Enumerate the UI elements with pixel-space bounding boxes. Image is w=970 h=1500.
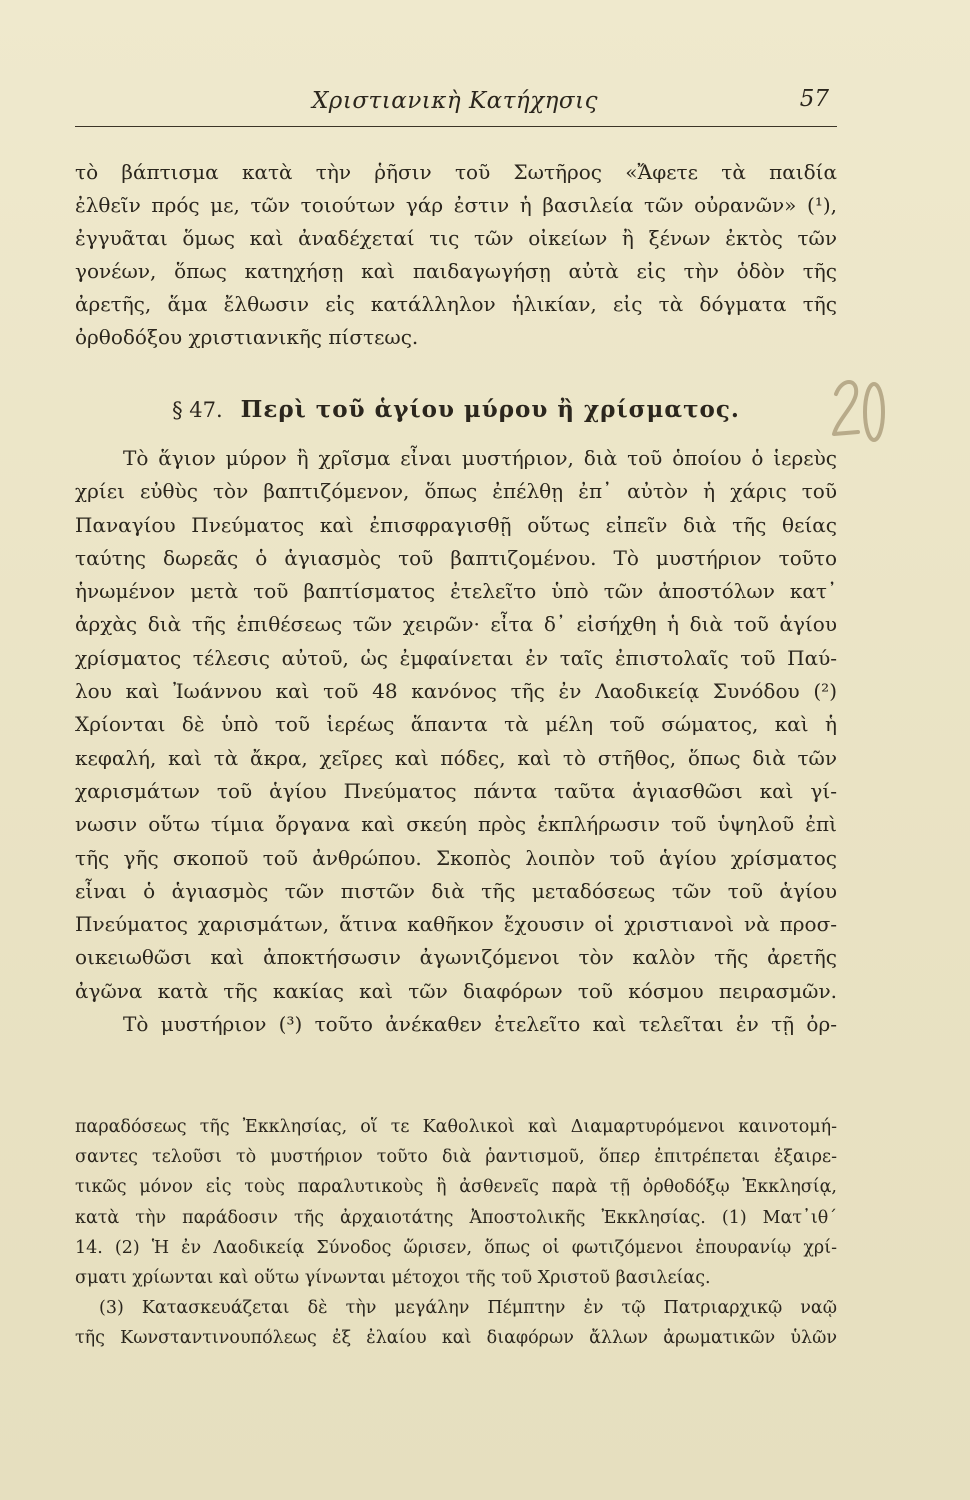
text-line: τῆς γῆς σκοποῦ τοῦ ἀνθρώπου. Σκοπὸς λοιπὸν τοῦ ἁγίου χρίσματος (75, 845, 837, 870)
footnote-line: (3) Κατασκευάζεται δὲ τὴν μεγάλην Πέμπτην ἐν τῷ Πατριαρχικῷ ναῷ (99, 1298, 837, 1319)
text-line: Πνεύματος χαρισμάτων, ἅτινα καθῆκον ἔχουσιν οἱ χριστιανοὶ νὰ προσ- (75, 912, 837, 937)
text-line: ἀγῶνα κατὰ τῆς κακίας καὶ τῶν διαφόρων τοῦ κόσμου πειρασμῶν. (75, 978, 837, 1003)
text-line: λου καὶ Ἰωάννου καὶ τοῦ 48 κανόνος τῆς ἐν Λαοδικείᾳ Συνόδου (²) (75, 679, 837, 704)
header-rule (75, 126, 837, 127)
text-line: τὸ βάπτισμα κατὰ τὴν ῥῆσιν τοῦ Σωτῆρος «Ἄφετε τὰ παιδία (75, 160, 837, 184)
footnotes (75, 1112, 837, 1354)
handwritten-page-mark (828, 372, 888, 450)
footnote-line: παραδόσεως τῆς Ἐκκλησίας, οἵ τε Καθολικοὶ καὶ Διαμαρτυρόμενοι καινοτομή- (75, 1117, 837, 1137)
running-header (75, 86, 835, 122)
footnote-line: 14. (2) Ἡ ἐν Λαοδικείᾳ Σύνοδος ὥρισεν, ὅπως οἱ φωτιζόμενοι ἐπουρανίῳ χρί- (75, 1237, 837, 1258)
text-line: ταύτης δωρεᾶς ὁ ἁγιασμὸς τοῦ βαπτιζομένου. Τὸ μυστήριον τοῦτο (75, 545, 837, 570)
section-title: Περὶ τοῦ ἁγίου μύρου ἢ χρίσματος. (240, 396, 740, 423)
text-line: χρίει εὐθὺς τὸν βαπτιζόμενον, ὅπως ἐπέλθῃ ἐπ᾿ αὐτὸν ἡ χάρις τοῦ (75, 479, 837, 504)
footnote-line: σματι χρίωνται καὶ οὕτω γίνωνται μέτοχοι τῆς τοῦ Χριστοῦ βασιλείας. (75, 1267, 711, 1288)
text-line: ὀρθοδόξου χριστιανικῆς πίστεως. (75, 325, 419, 349)
text-line: χρίσματος τέλεσις αὐτοῦ, ὡς ἐμφαίνεται ἐν ταῖς ἐπιστολαῖς τοῦ Παύ- (75, 645, 837, 670)
main-paragraph (75, 442, 837, 1041)
text-line: Τὸ ἅγιον μύρον ἢ χρῖσμα εἶναι μυστήριον, διὰ τοῦ ὁποίου ὁ ἱερεὺς (123, 446, 837, 470)
running-title: Χριστιανικὴ Κατήχησις (311, 88, 599, 114)
text-line: ἀρχὰς διὰ τῆς ἐπιθέσεως τῶν χειρῶν· εἶτα δ᾿ εἰσήχθη ἡ διὰ τοῦ ἁγίου (75, 612, 837, 637)
section-number: § 47. (172, 398, 223, 422)
text-line: ἐλθεῖν πρός με, τῶν τοιούτων γάρ ἐστιν ἡ βασιλεία τῶν οὐρανῶν» (¹), (75, 193, 837, 217)
text-line: ἐγγυᾶται ὅμως καὶ ἀναδέχεταί τις τῶν οἰκείων ἢ ξένων ἐκτὸς τῶν (75, 226, 837, 250)
text-line: χαρισμάτων τοῦ ἁγίου Πνεύματος πάντα ταῦτα ἁγιασθῶσι καὶ γί- (75, 778, 837, 803)
text-line: Χρίονται δὲ ὑπὸ τοῦ ἱερέως ἅπαντα τὰ μέλη τοῦ σώματος, καὶ ἡ (75, 712, 837, 737)
text-line: Παναγίου Πνεύματος καὶ ἐπισφραγισθῇ οὕτως εἰπεῖν διὰ τῆς θείας (75, 512, 837, 537)
text-line: οικειωθῶσι καὶ ἀποκτήσωσιν ἀγωνιζόμενοι τὸν καλὸν τῆς ἀρετῆς (75, 945, 837, 970)
text-line: εἶναι ὁ ἁγιασμὸς τῶν πιστῶν διὰ τῆς μεταδόσεως τῶν τοῦ ἁγίου (75, 878, 837, 903)
text-line: ἡνωμένον μετὰ τοῦ βαπτίσματος ἐτελεῖτο ὑπὸ τῶν ἀποστόλων κατ᾿ (75, 579, 837, 604)
footnote-line: κατὰ τὴν παράδοσιν τῆς ἀρχαιοτάτης Ἀποστολικῆς Ἐκκλησίας. (1) Ματ᾿ιθ´ (75, 1207, 837, 1228)
text-line: γονέων, ὅπως κατηχήσῃ καὶ παιδαγωγήσῃ αὐτὰ εἰς τὴν ὁδὸν τῆς (75, 259, 837, 283)
text-line: ἀρετῆς, ἅμα ἔλθωσιν εἰς κατάλληλον ἡλικίαν, εἰς τὰ δόγματα τῆς (75, 292, 837, 316)
intro-paragraph (75, 156, 837, 354)
footnote-line: τῆς Κωνσταντινουπόλεως ἐξ ἐλαίου καὶ διαφόρων ἄλλων ἀρωματικῶν ὑλῶν (75, 1328, 837, 1349)
footnote-line: σαντες τελοῦσι τὸ μυστήριον τοῦτο διὰ ῥαντισμοῦ, ὅπερ ἐπιτρέπεται ἐξαιρε- (75, 1147, 837, 1168)
section-heading (75, 396, 837, 436)
page-number: 57 (799, 86, 829, 112)
footnote-line: τικῶς μόνον εἰς τοὺς παραλυτικοὺς ἢ ἀσθενεῖς παρὰ τῇ ὀρθοδόξῳ Ἐκκλησίᾳ, (75, 1177, 837, 1198)
text-line: Τὸ μυστήριον (³) τοῦτο ἀνέκαθεν ἐτελεῖτο καὶ τελεῖται ἐν τῇ ὀρ- (123, 1012, 837, 1037)
text-line: νωσιν οὕτω τίμια ὄργανα καὶ σκεύη πρὸς ἐκπλήρωσιν τοῦ ὑψηλοῦ ἐπὶ (75, 812, 837, 837)
text-line: κεφαλή, καὶ τὰ ἄκρα, χεῖρες καὶ πόδες, καὶ τὸ στῆθος, ὅπως διὰ τῶν (75, 745, 837, 770)
